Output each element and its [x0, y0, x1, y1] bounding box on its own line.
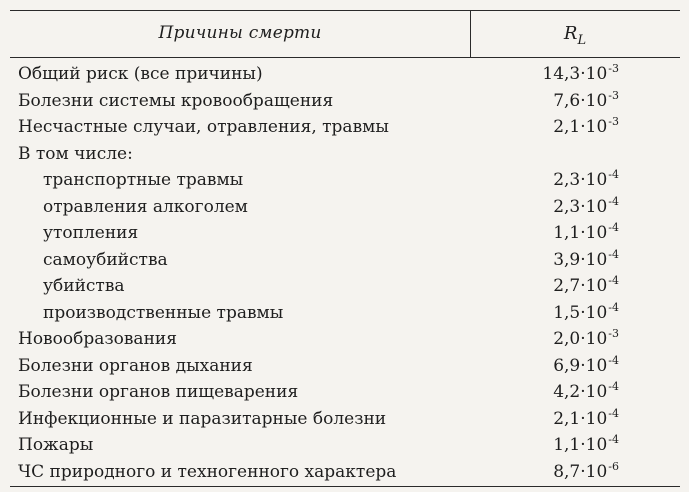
row-cause: самоубийства: [43, 249, 168, 270]
row-cause: Инфекционные и паразитарные болезни: [18, 408, 387, 429]
table-row: [10, 141, 680, 168]
table-body: [10, 61, 680, 485]
risk-exponent: -4: [608, 433, 619, 446]
row-cause: Пожары: [18, 435, 94, 455]
row-risk-value: [553, 432, 619, 461]
risk-exponent: -3: [608, 88, 619, 102]
row-risk-value: [553, 379, 619, 408]
row-cause: Болезни органов дыхания: [18, 355, 253, 376]
row-risk-value: [553, 194, 619, 223]
row-risk-value: [553, 353, 619, 382]
row-cause: убийства: [43, 276, 125, 296]
row-risk-value: [553, 114, 619, 143]
row-cause: Болезни органов пищеварения: [18, 382, 299, 402]
table-row: [10, 88, 680, 115]
risk-exponent: -4: [608, 300, 619, 314]
risk-exponent: -3: [608, 327, 619, 340]
table-row: [10, 247, 680, 274]
table-row: [10, 220, 680, 247]
risk-exponent: -4: [608, 274, 619, 287]
risk-mantissa: 14,3·10: [542, 64, 608, 84]
table-bottom-rule: [10, 486, 680, 487]
table-row: [10, 432, 680, 459]
risk-mantissa: 6,9·10: [553, 355, 608, 376]
row-risk-value: [542, 61, 619, 90]
table-row: [10, 194, 680, 221]
row-cause: транспортные травмы: [43, 170, 244, 190]
risk-exponent: -6: [608, 459, 619, 473]
table-row: [10, 459, 680, 486]
risk-mantissa: 4,2·10: [553, 382, 608, 402]
risk-mantissa: 8,7·10: [553, 461, 608, 482]
row-cause: Общий риск (все причины): [18, 64, 263, 84]
row-risk-value: [553, 247, 619, 276]
risk-exponent: -4: [608, 406, 619, 420]
risk-mantissa: 1,1·10: [553, 435, 608, 455]
header-cause-column: Причины смерти: [158, 23, 322, 43]
table-row: [10, 300, 680, 327]
risk-mantissa: 2,1·10: [553, 408, 608, 429]
risk-exponent: -3: [608, 62, 619, 75]
row-cause: Болезни системы кровообращения: [18, 90, 334, 111]
table-row: [10, 273, 680, 300]
row-risk-value: [553, 273, 619, 302]
table-row: [10, 353, 680, 380]
risk-exponent: -4: [608, 168, 619, 181]
row-risk-value: [553, 326, 619, 355]
risk-exponent: -4: [608, 221, 619, 234]
row-cause: Новообразования: [18, 329, 177, 349]
risk-mantissa: 1,5·10: [553, 302, 608, 323]
risk-mantissa: 7,6·10: [553, 90, 608, 111]
table-row: [10, 379, 680, 406]
row-risk-value: [553, 459, 619, 488]
row-cause: производственные травмы: [43, 302, 284, 323]
row-risk-value: [553, 406, 619, 435]
row-risk-value: [553, 167, 619, 196]
header-risk-column: [470, 10, 680, 57]
header-risk-symbol: R: [563, 23, 578, 44]
risk-mantissa: 2,3·10: [553, 196, 608, 217]
row-cause: отравления алкоголем: [43, 196, 248, 217]
risk-exponent: -3: [608, 115, 619, 128]
risk-exponent: -4: [608, 380, 619, 393]
table-row: [10, 114, 680, 141]
row-cause: ЧС природного и техногенного характера: [18, 461, 397, 482]
risk-exponent: -4: [608, 194, 619, 208]
table-row: [10, 406, 680, 433]
row-risk-value: [553, 88, 619, 117]
risk-mantissa: 2,1·10: [553, 117, 608, 137]
row-cause: В том числе:: [18, 143, 133, 164]
header-bottom-rule: [10, 57, 680, 58]
row-cause: Несчастные случаи, отравления, травмы: [18, 117, 389, 137]
risk-mantissa: 2,7·10: [553, 276, 608, 296]
risk-mantissa: 2,0·10: [553, 329, 608, 349]
table-row: [10, 167, 680, 194]
table-row: [10, 61, 680, 88]
risk-exponent: -4: [608, 353, 619, 367]
row-risk-value: [553, 300, 619, 329]
header-risk-subscript: L: [577, 33, 587, 48]
table-row: [10, 326, 680, 353]
risk-mantissa: 3,9·10: [553, 249, 608, 270]
risk-exponent: -4: [608, 247, 619, 261]
row-risk-value: [553, 220, 619, 249]
risk-mantissa: 2,3·10: [553, 170, 608, 190]
row-cause: утопления: [43, 223, 139, 243]
risk-mantissa: 1,1·10: [553, 223, 608, 243]
